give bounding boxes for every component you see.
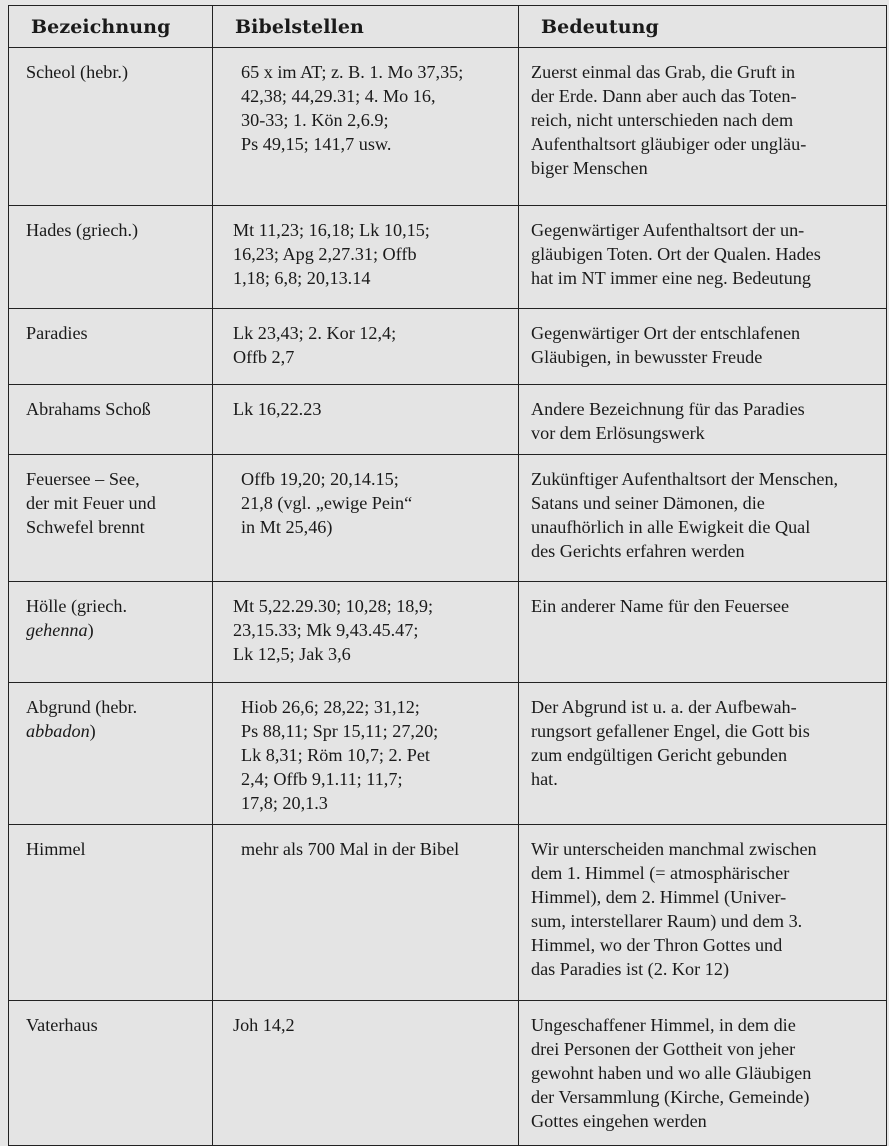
table-row [9, 1001, 887, 1146]
references-line: Lk 12,5; Jak 3,6 [233, 644, 351, 664]
references-cell [213, 206, 519, 309]
term-line: abbadon) [26, 721, 96, 741]
references-line: 21,8 (vgl. „ewige Pein“ [241, 493, 413, 513]
term-cell [9, 206, 213, 309]
references-line: Offb 2,7 [233, 347, 295, 367]
meaning-cell [519, 683, 887, 825]
meaning-line: Himmel), dem 2. Himmel (Univer- [531, 887, 787, 907]
header-bezeichnung: Bezeichnung [9, 6, 213, 48]
term-line: Feuersee – See, [26, 469, 140, 489]
references-cell [213, 582, 519, 683]
meaning-line: Zuerst einmal das Grab, die Gruft in [531, 62, 796, 82]
references-cell [213, 385, 519, 455]
meaning-cell [519, 825, 887, 1001]
term-cell [9, 683, 213, 825]
term-cell [9, 455, 213, 582]
meaning-line: Der Abgrund ist u. a. der Aufbewah- [531, 697, 797, 717]
meaning-line: drei Personen der Gottheit von jeher [531, 1039, 796, 1059]
references-line: Hiob 26,6; 28,22; 31,12; [241, 697, 420, 717]
references-line: Offb 19,20; 20,14.15; [241, 469, 399, 489]
references-line: 65 x im AT; z. B. 1. Mo 37,35; [241, 62, 464, 82]
references-cell [213, 309, 519, 385]
meaning-line: Gegenwärtiger Aufenthaltsort der un- [531, 220, 805, 240]
meaning-line: Zukünftiger Aufenthaltsort der Menschen, [531, 469, 839, 489]
term-line: der mit Feuer und [26, 493, 156, 513]
meaning-line: zum endgültigen Gericht gebunden [531, 745, 788, 765]
meaning-line: Wir unterscheiden manchmal zwischen [531, 839, 817, 859]
table-row [9, 683, 887, 825]
references-line: 30-33; 1. Kön 2,6.9; [241, 110, 389, 130]
meaning-line: gläubigen Toten. Ort der Qualen. Hades [531, 244, 821, 264]
references-cell [213, 683, 519, 825]
meaning-line: der Versammlung (Kirche, Gemeinde) [531, 1087, 810, 1107]
references-line: Ps 49,15; 141,7 usw. [241, 134, 392, 154]
meaning-line: Andere Bezeichnung für das Paradies [531, 399, 805, 419]
references-line: Lk 23,43; 2. Kor 12,4; [233, 323, 397, 343]
references-line: in Mt 25,46) [241, 517, 333, 537]
meaning-line: biger Menschen [531, 158, 648, 178]
term-cell [9, 385, 213, 455]
term-cell [9, 582, 213, 683]
meaning-line: rungsort gefallener Engel, die Gott bis [531, 721, 810, 741]
meaning-line: hat. [531, 769, 558, 789]
foreign-term: gehenna [26, 620, 88, 640]
term-cell [9, 48, 213, 206]
table-row [9, 48, 887, 206]
references-line: Mt 11,23; 16,18; Lk 10,15; [233, 220, 430, 240]
references-line: mehr als 700 Mal in der Bibel [241, 839, 460, 859]
meaning-line: gewohnt haben und wo alle Gläubigen [531, 1063, 812, 1083]
meaning-line: Aufenthaltsort gläubiger oder ungläu- [531, 134, 807, 154]
references-line: 42,38; 44,29.31; 4. Mo 16, [241, 86, 436, 106]
meaning-cell [519, 1001, 887, 1146]
meaning-cell [519, 455, 887, 582]
references-line: Lk 8,31; Röm 10,7; 2. Pet [241, 745, 430, 765]
terms-table [8, 5, 887, 1146]
meaning-cell [519, 48, 887, 206]
term-line: Hades (griech.) [26, 220, 139, 240]
references-line: 17,8; 20,1.3 [241, 793, 328, 813]
table-row [9, 385, 887, 455]
meaning-line: Satans und seiner Dämonen, die [531, 493, 765, 513]
term-line: gehenna) [26, 620, 94, 640]
term-cell [9, 309, 213, 385]
references-line: Lk 16,22.23 [233, 399, 322, 419]
table-row [9, 455, 887, 582]
term-line: Schwefel brennt [26, 517, 145, 537]
term-line: Paradies [26, 323, 88, 343]
table-row [9, 206, 887, 309]
meaning-line: reich, nicht unterschieden nach dem [531, 110, 794, 130]
meaning-line: Ein anderer Name für den Feuersee [531, 596, 790, 616]
meaning-line: hat im NT immer eine neg. Bedeutung [531, 268, 811, 288]
meaning-line: der Erde. Dann aber auch das Toten- [531, 86, 797, 106]
meaning-line: vor dem Erlösungswerk [531, 423, 705, 443]
references-line: 2,4; Offb 9,1.11; 11,7; [241, 769, 403, 789]
header-bibelstellen: Bibelstellen [213, 6, 519, 48]
references-line: 16,23; Apg 2,27.31; Offb [233, 244, 417, 264]
term-cell [9, 825, 213, 1001]
references-cell [213, 1001, 519, 1146]
foreign-term: abbadon [26, 721, 90, 741]
meaning-line: sum, interstellarer Raum) und dem 3. [531, 911, 803, 931]
references-cell [213, 48, 519, 206]
meaning-line: Ungeschaffener Himmel, in dem die [531, 1015, 796, 1035]
document-page [8, 5, 886, 1146]
references-cell [213, 825, 519, 1001]
term-cell [9, 1001, 213, 1146]
meaning-line: Gottes eingehen werden [531, 1111, 707, 1131]
term-line: Scheol (hebr.) [26, 62, 129, 82]
term-line: Abgrund (hebr. [26, 697, 138, 717]
references-line: 23,15.33; Mk 9,43.45.47; [233, 620, 419, 640]
table-row [9, 825, 887, 1001]
references-line: 1,18; 6,8; 20,13.14 [233, 268, 371, 288]
table-header-row [9, 6, 887, 48]
meaning-cell [519, 309, 887, 385]
meaning-line: des Gerichts erfahren werden [531, 541, 745, 561]
meaning-line: Himmel, wo der Thron Gottes und [531, 935, 783, 955]
header-bedeutung: Bedeutung [519, 6, 887, 48]
meaning-line: unaufhörlich in alle Ewigkeit die Qual [531, 517, 811, 537]
term-line: Abrahams Schoß [26, 399, 151, 419]
references-cell [213, 455, 519, 582]
table-row [9, 582, 887, 683]
term-line: Vaterhaus [26, 1015, 98, 1035]
term-line: Himmel [26, 839, 86, 859]
meaning-line: das Paradies ist (2. Kor 12) [531, 959, 730, 979]
meaning-line: Gläubigen, in bewusster Freude [531, 347, 763, 367]
meaning-cell [519, 582, 887, 683]
references-line: Joh 14,2 [233, 1015, 295, 1035]
meaning-cell [519, 385, 887, 455]
references-line: Mt 5,22.29.30; 10,28; 18,9; [233, 596, 434, 616]
meaning-line: Gegenwärtiger Ort der entschlafenen [531, 323, 801, 343]
meaning-cell [519, 206, 887, 309]
term-line: Hölle (griech. [26, 596, 127, 616]
meaning-line: dem 1. Himmel (= atmosphärischer [531, 863, 790, 883]
references-line: Ps 88,11; Spr 15,11; 27,20; [241, 721, 439, 741]
table-row [9, 309, 887, 385]
